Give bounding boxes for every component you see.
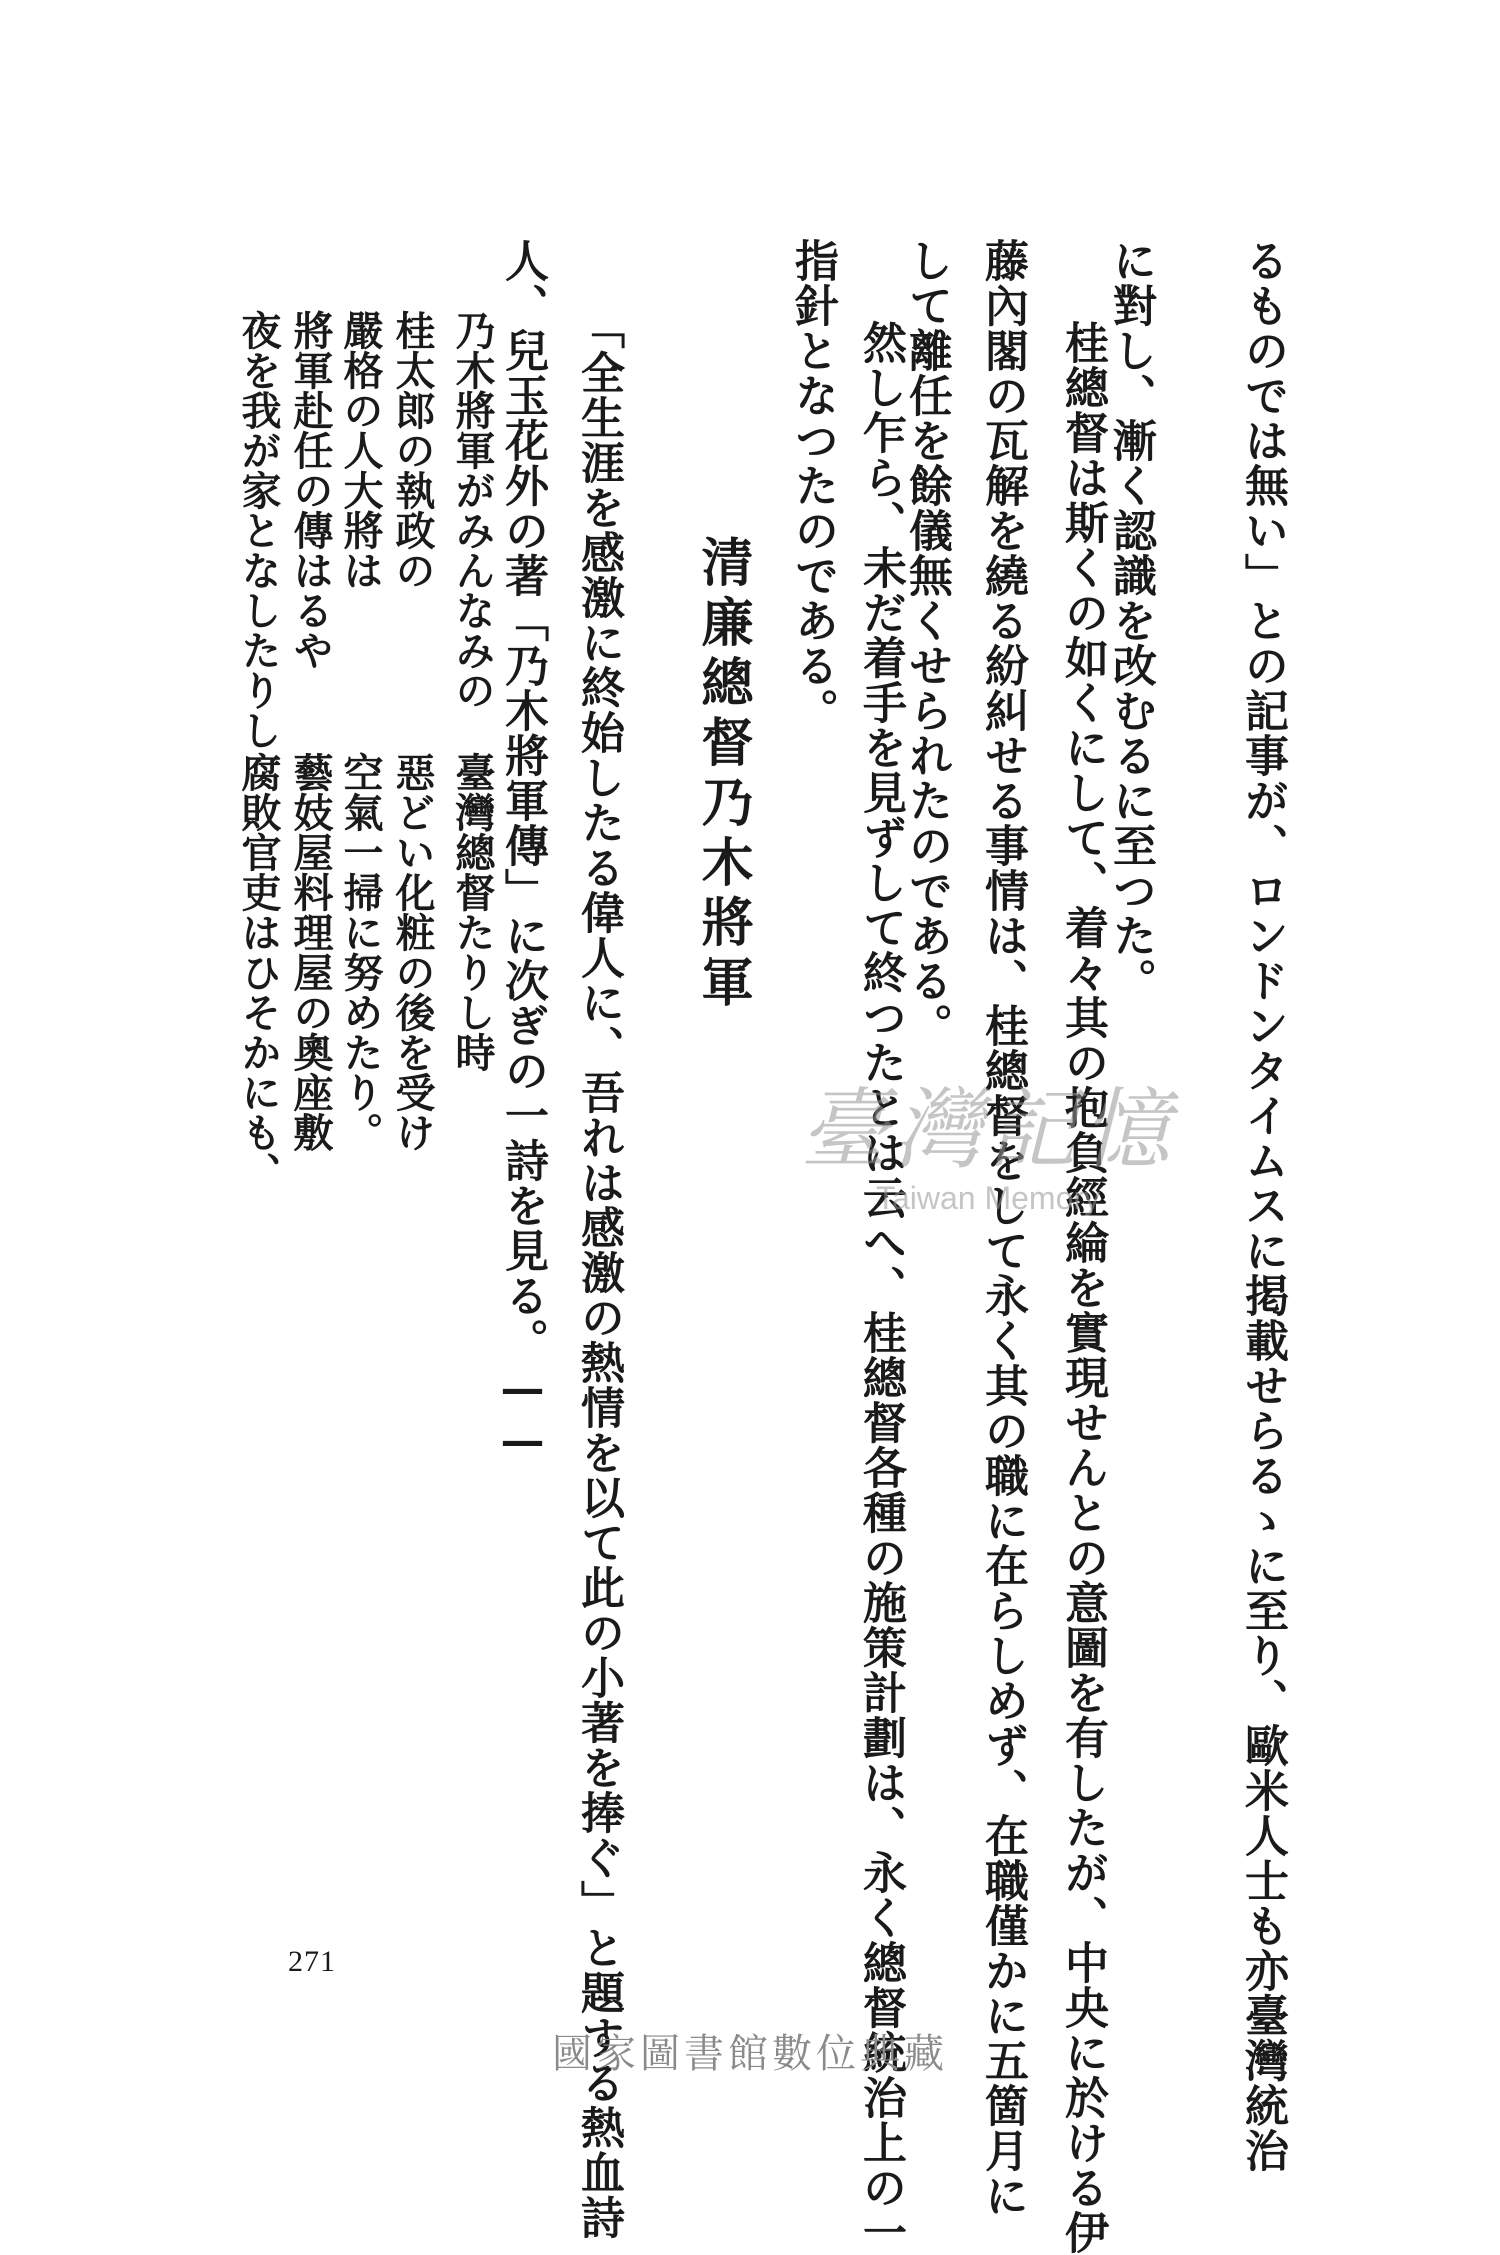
body-column-2: に對し、漸く認識を改むるに至つた。 (1105, 238, 1156, 1003)
poem-line-3a: 嚴格の人大將は (337, 310, 384, 590)
poem-line-5a: 夜を我が家となしたりし (235, 310, 282, 750)
page-number: 271 (288, 1945, 336, 1978)
poem-line-1a: 乃木將軍がみんなみの (449, 310, 496, 710)
intro-column-1: 「全生涯を感激に終始したる偉人に、吾れは感激の熱情を以て此の小著を捧ぐ」と題する熱血詩 (573, 305, 624, 2240)
body-column-4: 藤內閣の瓦解を繞る紛糾せる事情は、桂總督をして永く其の職に在らしめず、在職僅かに五箇月に (977, 238, 1028, 2218)
poem-line-4b: 藝妓屋料理屋の奧座敷 (287, 752, 334, 1152)
section-heading: 清廉總督乃木將軍 (692, 535, 752, 1015)
poem-line-1b: 臺灣總督たりし時 (449, 752, 496, 1072)
footer-collection-label: 國家圖書館數位典藏 (552, 2031, 948, 2077)
poem-line-3b: 空氣一掃に努めたり。 (337, 752, 384, 1152)
intro-column-2: 人、兒玉花外の著「乃木將軍傳」に次ぎの一詩を見る。—— (497, 238, 548, 1467)
poem-line-5b: 腐敗官吏はひそかにも、 (235, 752, 282, 1192)
watermark-logo (800, 1060, 1176, 1217)
body-column-3: 桂總督は斯くの如くにして、着々其の抱負經綸を實現せんとの意圖を有したが、中央に於ける伊 (1057, 320, 1108, 2255)
poem-line-2a: 桂太郎の執政の (389, 310, 436, 590)
body-column-6: 然し乍ら、未だ着手を見ずして終つたとは云へ、桂總督各種の施策計劃は、永く總督統治上の一 (855, 320, 906, 2255)
watermark-english: Taiwan Memory (875, 1180, 1101, 1216)
poem-line-4a: 將軍赴任の傳はるや (287, 310, 334, 670)
poem-line-2b: 惡どい化粧の後を受け (389, 752, 436, 1152)
watermark-chinese: 臺灣記憶 (800, 1078, 1177, 1181)
body-column-1: るものでは無い」との記事が、ロンドンタイムスに掲載せらるゝに至り、歐米人士も亦臺灣統治 (1237, 238, 1288, 2173)
body-column-7: 指針となつたのである。 (787, 238, 838, 733)
body-column-5: して離任を餘儀無くせられたのである。 (901, 238, 952, 1048)
